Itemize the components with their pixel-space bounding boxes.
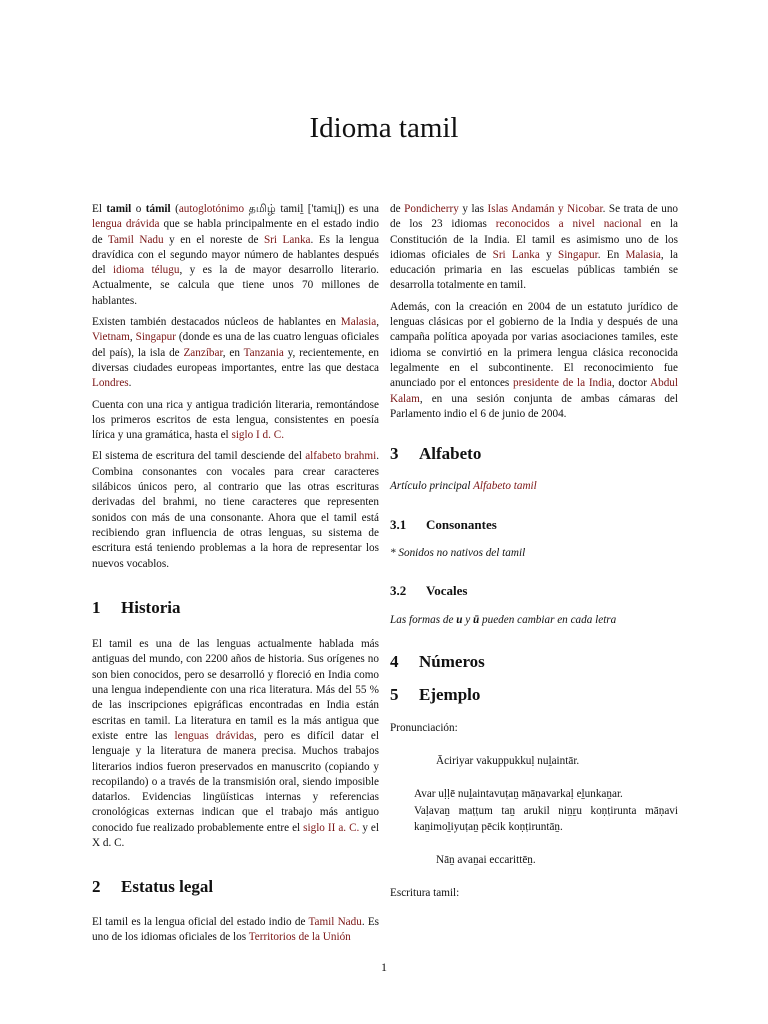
page-number: 1 xyxy=(381,960,387,974)
link-lengua-dravida[interactable]: lengua drávida xyxy=(92,218,160,231)
heading-vocales: 3.2 Vocales xyxy=(390,583,468,599)
heading-estatus-legal: 2 Estatus legal xyxy=(92,877,214,897)
main-article-note: Artículo principal Alfabeto tamil xyxy=(390,480,537,493)
link-autoglotonimo[interactable]: autoglotónimo xyxy=(178,203,245,215)
intro-paragraph-2: Existen también destacados núcleos de hablantes en Malasia, Vietnam, Singapur (donde es una de las cuatro lenguas oficiales del país), la isla de Zanzíbar, en Tanzania y, recientemente, en diversas ciudades europeas importantes, entre las que destaca Londres. xyxy=(92,316,380,390)
estatus-paragraph-start: El tamil es la lengua oficial del estado indio de Tamil Nadu. Es uno de los idiomas oficiales de los Territorios de la Unión xyxy=(92,915,380,943)
link-londres[interactable]: Londres xyxy=(92,377,129,390)
link-lenguas-dravidas[interactable]: lenguas drávidas xyxy=(174,729,254,742)
link-malasia[interactable]: Malasia xyxy=(340,316,377,329)
link-alfabeto-brahmi[interactable]: alfabeto brahmi xyxy=(305,450,377,463)
historia-paragraph: El tamil es una de las lenguas actualmente hablada más antiguas del mundo, con 2200 años de historia. Sus orígenes no son bien conocidos, pero se desarrolló y floreció en India como una lengua independiente con una rica literatura. Más del 55 % de las inscripciones epigráficas encontradas en India están escritas en tamil. La literatura en tamil es la más antigua que existe entre las lenguas drávidas, pero es difícil datar el lenguaje y la literatura de manera precisa. Muchos trabajos literarios indios fueron preservados en manuscrito (copiando y recopilando) o a través de la transmisión oral, siendo imposible datarlos. Evidencias lingüísticas internas y referencias cronológicas externas indican que el trabajo más antiguo conocido fue realizado probablemente entre el siglo II a. C. y el X d. C. xyxy=(92,638,379,849)
consonantes-note: * Sonidos no nativos del tamil xyxy=(390,547,526,560)
tamil-script-label: Escritura tamil: xyxy=(390,887,460,900)
link-siglo-ii[interactable]: siglo II a. C. xyxy=(303,821,360,834)
link-territorios-union[interactable]: Territorios de la Unión xyxy=(248,930,351,943)
heading-alfabeto: 3 Alfabeto xyxy=(390,444,482,464)
link-abdul-kalam[interactable]: Abdul Kalam xyxy=(390,377,678,405)
link-vietnam[interactable]: Vietnam xyxy=(92,331,130,344)
term-tamil-alt: támil xyxy=(145,203,171,215)
estatus-paragraph-2: Además, con la creación en 2004 de un estatuto jurídico de lenguas clásicas por el gobierno de la India y después de una campaña política apoyada por varias asociaciones tamiles, este idioma se convirtió en la primera lengua clásica reconocida legalmente en el subcontinente. El reconocimiento fue anunciado por el entonces presidente de la India, doctor Abdul Kalam, en una sesión conjunta de ambas cámaras del Parlamento indio el 6 de junio de 2004. xyxy=(390,300,678,420)
link-reconocidos-nacional[interactable]: reconocidos a nivel nacional xyxy=(495,218,642,231)
term-tamil: tamil xyxy=(106,203,132,215)
heading-ejemplo: 5 Ejemplo xyxy=(390,685,481,705)
link-pondicherry[interactable]: Pondicherry xyxy=(404,203,459,215)
link-islas-andaman[interactable]: Islas Andamán y Nicobar xyxy=(487,203,603,215)
page-title: Idioma tamil xyxy=(309,112,459,144)
link-alfabeto-tamil[interactable]: Alfabeto tamil xyxy=(473,480,537,493)
example-verse-2: Avar uḷḷē nuḻaintavuṭaṉ māṇavarkaḷ eḻunkaṉar. xyxy=(414,788,623,801)
intro-paragraph-4: El sistema de escritura del tamil desciende del alfabeto brahmi. Combina consonantes con vocales para crear caracteres silábicos únicos pero, al contrario que las otras escrituras derivadas del brahmi, no tiene caracteres que representen sonidos con más de una consonante. Ahora que el tamil está recibiendo gran influencia de otras lenguas, su sistema de escritura está teniendo problemas a la hora de representar los nuevos vocablos. xyxy=(92,450,379,570)
heading-consonantes: 3.1 Consonantes xyxy=(390,516,497,532)
link-tamil-nadu-2[interactable]: Tamil Nadu xyxy=(308,915,362,928)
intro-paragraph-1: El tamil o támil (autoglotónimo தமிழ் tamiḻ ['tamiɻ]) es una lengua drávida que se habla principalmente en el estado indio de Tamil Nadu y en el noreste de Sri Lanka. Es la lengua dravídica con el segundo mayor número de hablantes después del idioma télugu, y es la de mayor desarrollo literario. Actualmente, se calcula que tiene unos 70 millones de hablantes. xyxy=(92,203,380,307)
link-malasia-2[interactable]: Malasia xyxy=(625,248,661,261)
link-tanzania[interactable]: Tanzania xyxy=(243,346,284,359)
example-verse-1: Āciriyar vakuppukkuḷ nuḻaintār. xyxy=(436,754,580,767)
heading-historia: 1 Historia xyxy=(92,597,181,617)
link-idioma-telugu[interactable]: idioma télugu xyxy=(113,264,180,277)
vocales-note: Las formas de u y ū pueden cambiar en cada letra xyxy=(390,613,617,626)
link-presidente-india[interactable]: presidente de la India xyxy=(513,377,612,390)
example-verse-4: Nāṉ avaṉai eccarittēṉ. xyxy=(436,854,536,867)
link-sri-lanka[interactable]: Sri Lanka xyxy=(263,233,311,246)
right-column xyxy=(390,202,678,908)
link-siglo-i[interactable]: siglo I d. C. xyxy=(231,429,284,442)
estatus-paragraph-cont: de Pondicherry y las Islas Andamán y Nicobar. Se trata de uno de los 23 idiomas reconocidos a nivel nacional en la Constitución de la India. El tamil es asimismo uno de los idiomas oficiales de Sri Lanka y Singapur. En Malasia, la educación primaria en las escuelas públicas también se desarrolla totalmente en tamil. xyxy=(390,203,679,292)
link-zanzibar[interactable]: Zanzíbar xyxy=(183,346,223,359)
link-tamil-nadu[interactable]: Tamil Nadu xyxy=(107,233,164,246)
pronunciation-label: Pronunciación: xyxy=(390,721,458,734)
link-singapur[interactable]: Singapur xyxy=(135,331,176,344)
left-column xyxy=(92,202,379,951)
link-sri-lanka-2[interactable]: Sri Lanka xyxy=(492,248,540,261)
intro-paragraph-3: Cuenta con una rica y antigua tradición literaria, remontándose los primeros escritos de esta lengua, consistentes en poesía lírica y una gramática, hasta el siglo I d. C. xyxy=(92,398,379,442)
example-verse-3: Vaḷavaṉ maṭṭum taṉ arukil niṉṟu koṇṭirunta māṇavi kaṉimoḻiyuṭaṉ pēcik koṇṭiruntāṉ. xyxy=(414,805,678,833)
heading-numeros: 4 Números xyxy=(390,651,485,671)
link-singapur-2[interactable]: Singapur xyxy=(557,248,598,261)
